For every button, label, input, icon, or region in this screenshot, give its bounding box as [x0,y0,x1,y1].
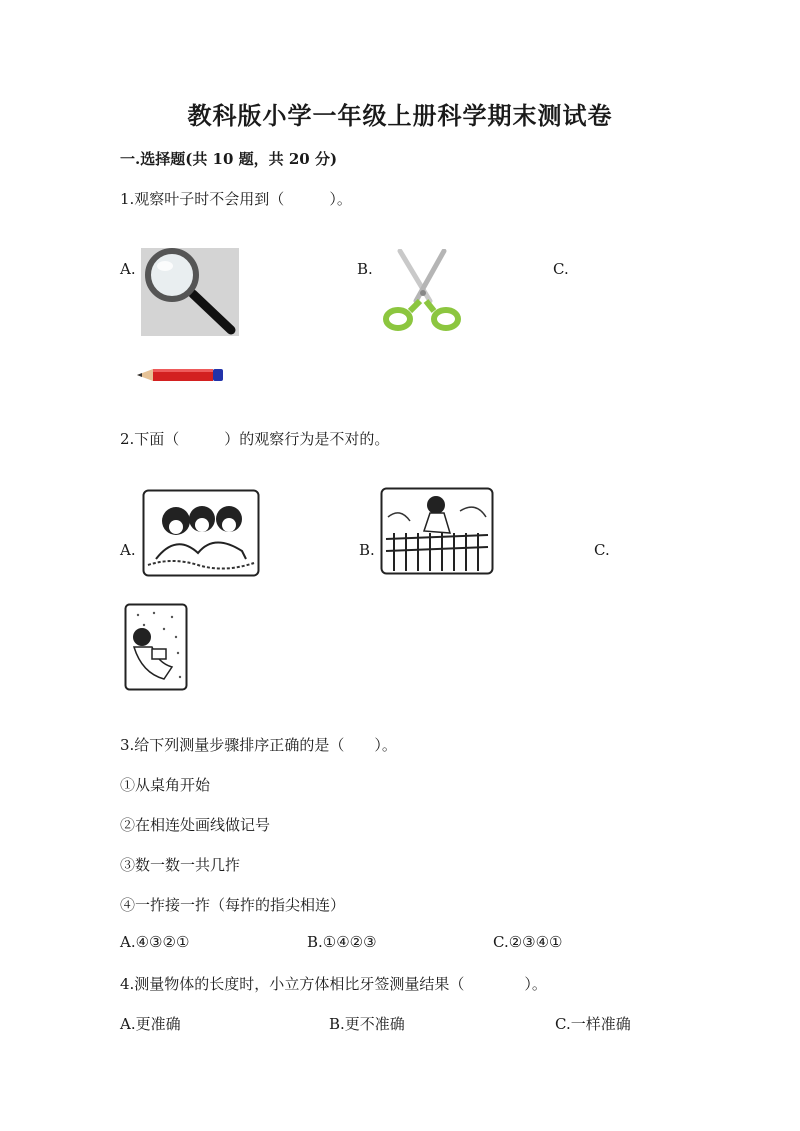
children-observing-image [142,489,260,577]
question-1-option-b: B. [357,260,373,278]
question-3-step-2: ②在相连处画线做记号 [120,816,271,834]
question-3-step-3: ③数一数一共几拃 [120,856,241,874]
question-4-option-b: B.更不准确 [329,1015,405,1033]
question-2-option-b: B. [359,541,375,559]
pencil-image [137,368,225,382]
magnifying-glass-image [141,248,239,336]
question-4-option-a: A.更准确 [120,1015,181,1033]
question-2-option-c: C. [594,541,610,559]
question-3-step-1: ①从桌角开始 [120,776,211,794]
question-4-option-c: C.一样准确 [555,1015,631,1033]
child-writing-image [124,603,188,691]
question-2-option-a: A. [120,541,136,559]
question-1-stem: 1.观察叶子时不会用到（ ）。 [120,190,352,208]
question-1-option-c: C. [553,260,569,278]
scissors-image [382,249,462,333]
question-2-stem: 2.下面（ ）的观察行为是不对的。 [120,430,390,448]
question-3-option-c: C.②③④① [493,933,563,951]
question-3-option-b: B.①④②③ [307,933,377,951]
girl-at-fence-image [380,487,494,575]
question-3-step-4: ④一拃接一拃（每拃的指尖相连） [120,896,346,914]
question-1-option-a: A. [120,260,136,278]
section-heading: 一.选择题(共 10 题，共 20 分) [120,150,338,168]
question-3-stem: 3.给下列测量步骤排序正确的是（ ）。 [120,736,397,754]
page-title: 教科版小学一年级上册科学期末测试卷 [187,101,613,130]
question-4-stem: 4.测量物体的长度时，小立方体相比牙签测量结果（ ）。 [120,975,547,993]
question-3-option-a: A.④③②① [120,933,190,951]
